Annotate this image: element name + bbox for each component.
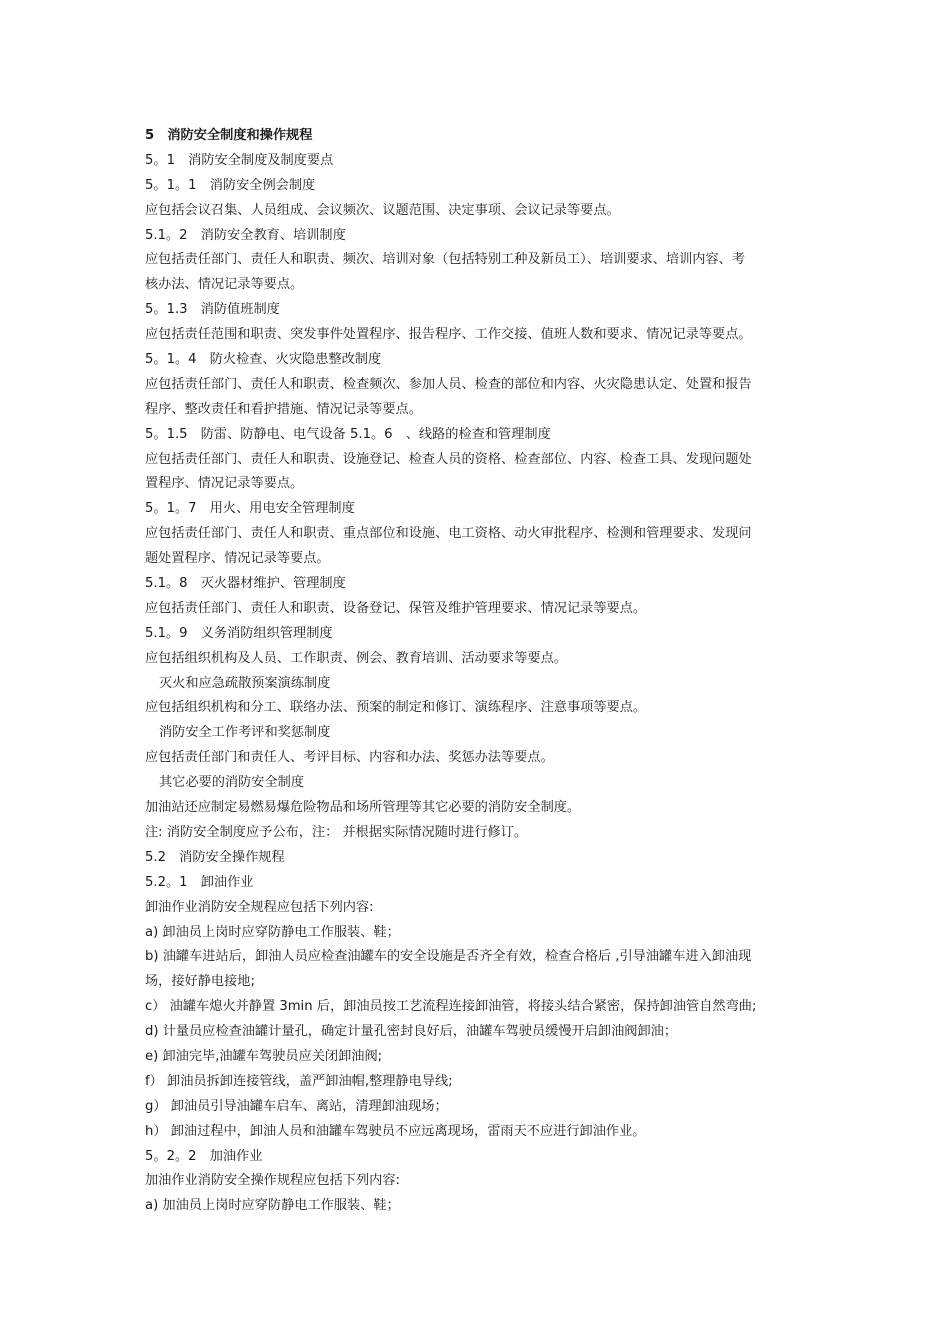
text-line: 灭火和应急疏散预案演练制度: [159, 675, 331, 691]
text-line: 5。1。4 防火检查、火灾隐患整改制度: [145, 352, 382, 368]
text-line: 核办法、情况记录等要点。: [145, 277, 304, 293]
document-body: [145, 124, 810, 1219]
text-line: 应包括责任部门和责任人、考评目标、内容和办法、奖惩办法等要点。: [145, 750, 554, 766]
text-line: 5.1。9 义务消防组织管理制度: [145, 625, 333, 641]
text-line: 5.2 消防安全操作规程: [145, 849, 285, 865]
text-line: h） 卸油过程中，卸油人员和油罐车驾驶员不应远离现场，雷雨天不应进行卸油作业。: [145, 1123, 646, 1139]
text-line: 卸油作业消防安全规程应包括下列内容:: [145, 899, 374, 915]
text-line: 5。1.3 消防值班制度: [145, 302, 280, 318]
text-line: 应包括会议召集、人员组成、会议频次、议题范围、决定事项、会议记录等要点。: [145, 202, 620, 218]
text-line: a) 加油员上岗时应穿防静电工作服装、鞋；: [145, 1198, 400, 1214]
text-line: 应包括责任部门、责任人和职责、频次、培训对象（包括特别工种及新员工）、培训要求、培训内容、考: [145, 252, 746, 268]
text-line: 5。1.5 防雷、防静电、电气设备 5.1。6 、线路的检查和管理制度: [145, 426, 551, 442]
text-line: 应包括责任部门、责任人和职责、设施登记、检查人员的资格、检查部位、内容、检查工具、发现问题处: [145, 451, 752, 467]
text-line: 5。2。2 加油作业: [145, 1148, 263, 1164]
text-line: 题处置程序、情况记录等要点。: [145, 551, 330, 567]
text-line: 应包括组织机构及人员、工作职责、例会、教育培训、活动要求等要点。: [145, 650, 567, 666]
text-line: e) 卸油完毕,油罐车驾驶员应关闭卸油阀;: [145, 1048, 383, 1064]
text-line: 程序、整改责任和看护措施、情况记录等要点。: [145, 401, 422, 417]
text-line: g） 卸油员引导油罐车启车、离站，清理卸油现场；: [145, 1098, 448, 1114]
text-line: c） 油罐车熄火并静置 3min 后，卸油员按工艺流程连接卸油管，将接头结合紧密，保持卸油管自然弯曲;: [145, 999, 757, 1015]
text-line: 应包括责任部门、责任人和职责、重点部位和设施、电工资格、动火审批程序、检测和管理要求、发现问: [145, 526, 752, 542]
text-line: 应包括责任部门、责任人和职责、设备登记、保管及维护管理要求、情况记录等要点。: [145, 600, 647, 616]
text-line: 置程序、情况记录等要点。: [145, 476, 304, 492]
text-line: 5.1。8 灭火器材维护、管理制度: [145, 576, 346, 592]
text-line: 注: 消防安全制度应予公布，注： 并根据实际情况随时进行修订。: [145, 824, 528, 840]
text-line: b) 油罐车进站后，卸油人员应检查油罐车的安全设施是否齐全有效，检查合格后 ,引导油罐车进入卸油现: [145, 949, 752, 965]
text-line: 5.1。2 消防安全教育、培训制度: [145, 227, 346, 243]
text-line: 应包括责任范围和职责、突发事件处置程序、报告程序、工作交接、值班人数和要求、情况记录等要点。: [145, 327, 752, 343]
text-line: 5。1。7 用火、用电安全管理制度: [145, 501, 355, 517]
text-line: 应包括组织机构和分工、联络办法、预案的制定和修订、演练程序、注意事项等要点。: [145, 700, 647, 716]
text-line: 其它必要的消防安全制度: [159, 775, 305, 791]
text-line: 消防安全工作考评和奖惩制度: [159, 725, 331, 741]
text-line: d) 计量员应检查油罐计量孔，确定计量孔密封良好后，油罐车驾驶员缓慢开启卸油阀卸油；: [145, 1024, 678, 1040]
text-line: f） 卸油员拆卸连接管线，盖严卸油帽,整理静电导线;: [145, 1073, 453, 1089]
text-line: 加油作业消防安全操作规程应包括下列内容:: [145, 1173, 401, 1189]
text-line: 5。1。1 消防安全例会制度: [145, 177, 316, 193]
text-line: a) 卸油员上岗时应穿防静电工作服装、鞋；: [145, 924, 400, 940]
text-line: 加油站还应制定易燃易爆危险物品和场所管理等其它必要的消防安全制度。: [145, 800, 581, 816]
text-line: 5.2。1 卸油作业: [145, 874, 254, 890]
text-line: 应包括责任部门、责任人和职责、检查频次、参加人员、检查的部位和内容、火灾隐患认定、处置和报告: [145, 376, 752, 392]
text-line: 场，接好静电接地;: [145, 974, 255, 990]
text-line: 5。1 消防安全制度及制度要点: [145, 152, 334, 168]
section-heading: 5 消防安全制度和操作规程: [145, 128, 313, 143]
